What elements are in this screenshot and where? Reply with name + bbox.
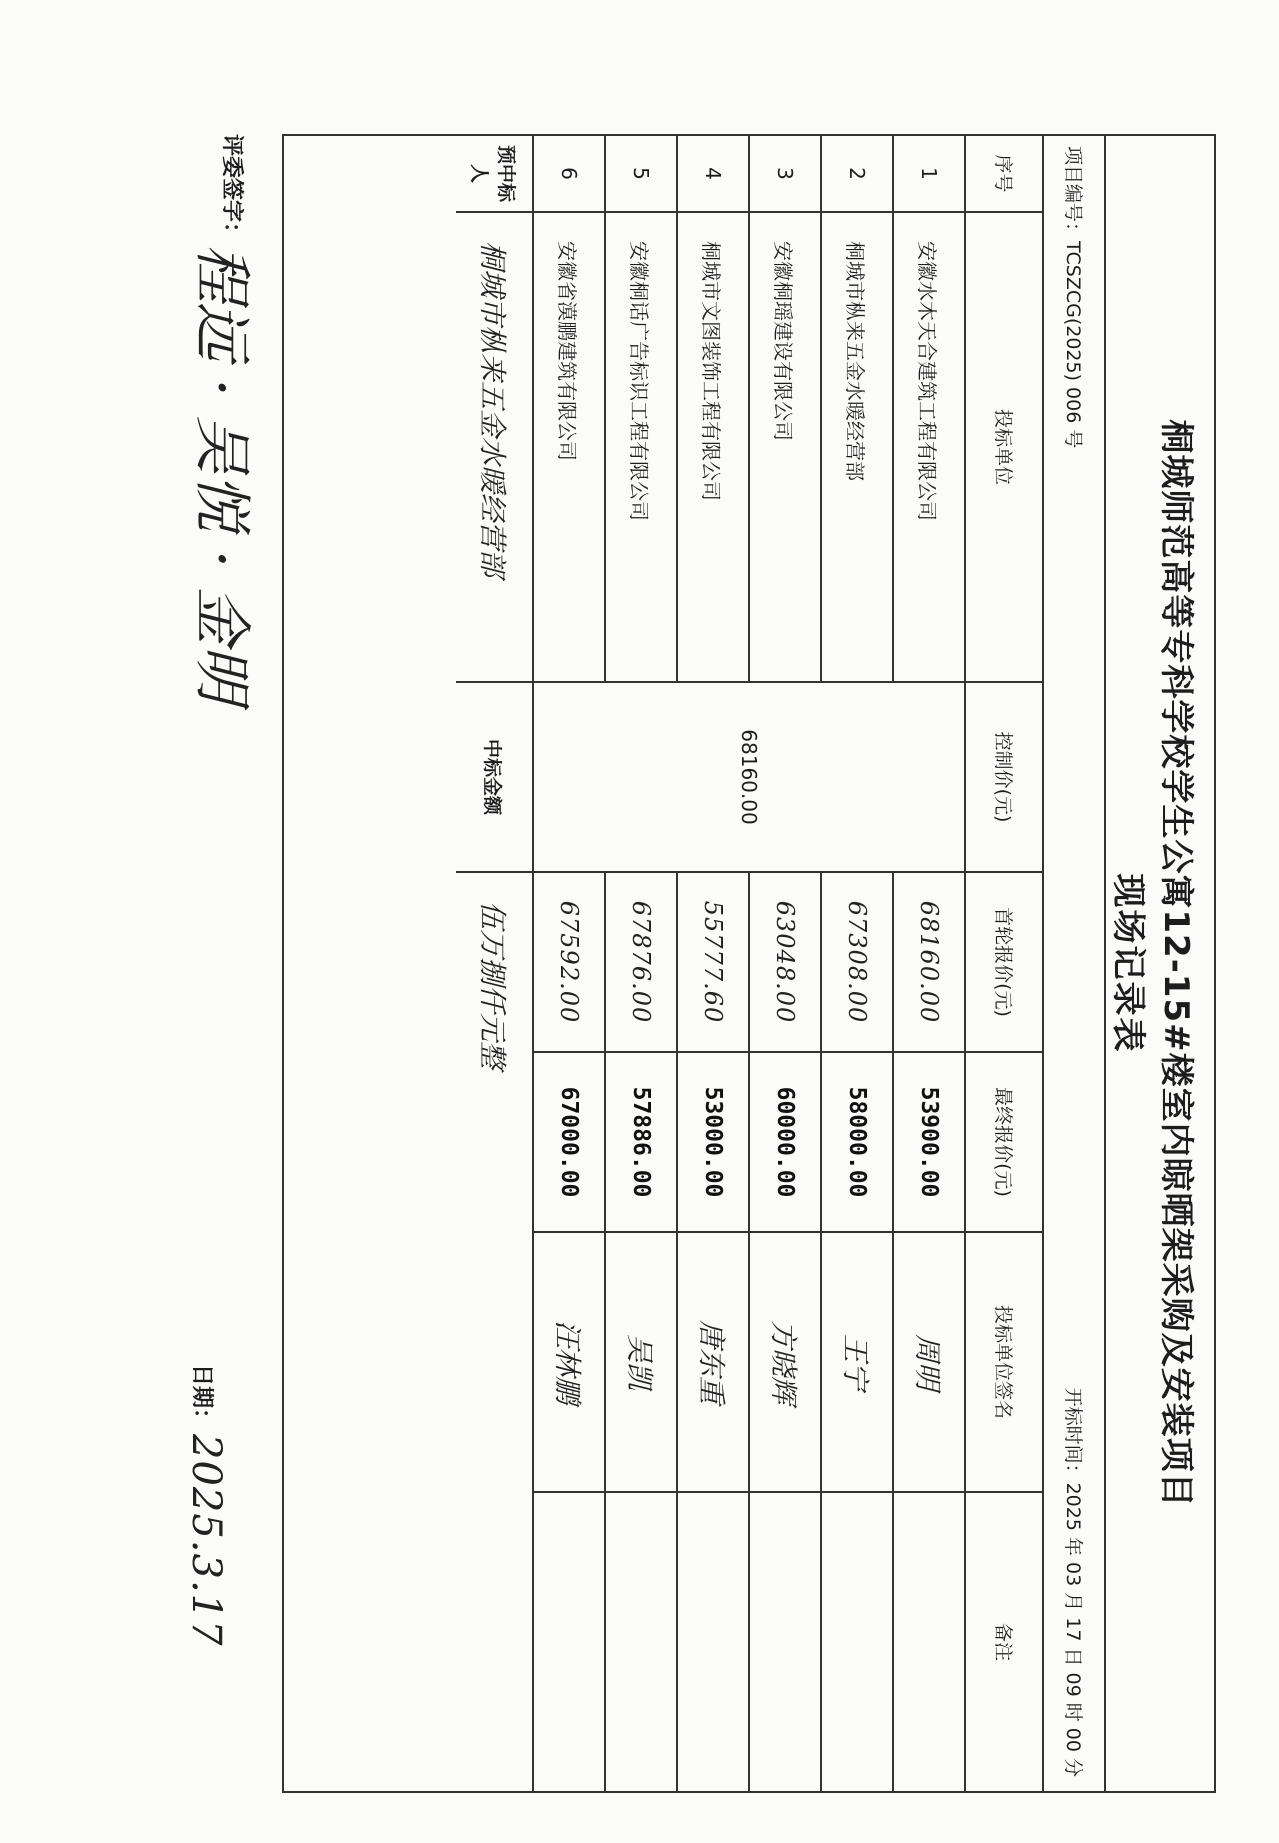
row-first-quote: 67308.00: [821, 872, 893, 1052]
title-block: [1104, 136, 1214, 1791]
bid-table: [456, 136, 1044, 1791]
row-first-quote: 68160.00: [893, 872, 965, 1052]
document-title: 桐城师范高等专科学校学生公寓12-15#楼室内晾晒架采购及安装项目: [1156, 419, 1196, 1508]
row-bidder: 桐城市文图装饰工程有限公司: [677, 212, 749, 682]
project-code-value: TCSZCG(2025) 006 号: [1062, 241, 1084, 449]
project-code: [1061, 146, 1088, 448]
table-row: [749, 136, 821, 1791]
row-final-quote: 60000.00: [749, 1052, 821, 1232]
award-amount-value: 伍万捌仟元整: [456, 872, 533, 1791]
header-final-quote: 最终报价(元): [965, 1052, 1044, 1232]
header-bidder: 投标单位: [965, 212, 1044, 682]
table-header-row: [965, 136, 1044, 1791]
document-subtitle: 现场记录表: [1108, 873, 1148, 1054]
row-final-quote: 57886.00: [605, 1052, 677, 1232]
winner-row: [456, 136, 533, 1791]
header-first-quote: 首轮报价(元): [965, 872, 1044, 1052]
row-final-quote: 53900.00: [893, 1052, 965, 1232]
row-final-quote: 53000.00: [677, 1052, 749, 1232]
row-bidder: 安徽省漠鹏建筑有限公司: [533, 212, 605, 682]
opening-time: [1061, 1388, 1088, 1777]
row-remark: [677, 1492, 749, 1791]
award-amount-label: 中标金额: [456, 682, 533, 872]
row-seq: 6: [533, 136, 605, 212]
row-signature: 吴凯: [605, 1232, 677, 1492]
row-bidder: 安徽桐瑶建设有限公司: [749, 212, 821, 682]
project-code-label: 项目编号：: [1062, 146, 1084, 242]
header-remark: 备注: [965, 1492, 1044, 1791]
row-remark: [893, 1492, 965, 1791]
table-row: [821, 136, 893, 1791]
row-remark: [533, 1492, 605, 1791]
row-bidder: 安徽水木天合建筑工程有限公司: [893, 212, 965, 682]
row-first-quote: 67592.00: [533, 872, 605, 1052]
winner-value: 桐城市枞来五金水暖经营部: [456, 212, 533, 682]
header-signature: 投标单位签名: [965, 1232, 1044, 1492]
date-value: 2025.3.17: [183, 1434, 229, 1647]
row-final-quote: 67000.00: [533, 1052, 605, 1232]
row-bidder: 安徽桐话广告标识工程有限公司: [605, 212, 677, 682]
row-signature: 汪林鹏: [533, 1232, 605, 1492]
row-remark: [749, 1492, 821, 1791]
row-first-quote: 63048.00: [749, 872, 821, 1052]
row-signature: 王宁: [821, 1232, 893, 1492]
opening-time-value: 2025 年 03 月 17 日 09 时 00 分: [1062, 1482, 1084, 1777]
judges-signatures: 程远 · 吴悦 · 金明: [188, 244, 256, 703]
row-seq: 5: [605, 136, 677, 212]
row-first-quote: 67876.00: [605, 872, 677, 1052]
date-label: 日期：: [189, 1364, 214, 1431]
record-form: [282, 134, 1216, 1793]
row-first-quote: 55777.60: [677, 872, 749, 1052]
table-row: [533, 136, 605, 1791]
footer: [19, 134, 279, 1789]
table-row: [677, 136, 749, 1791]
row-seq: 4: [677, 136, 749, 212]
meta-row: [1042, 136, 1106, 1791]
row-signature: 唐东重: [677, 1232, 749, 1492]
header-seq: 序号: [965, 136, 1044, 212]
row-seq: 1: [893, 136, 965, 212]
table-row: [605, 136, 677, 1791]
winner-label: 预中标人: [456, 136, 533, 212]
control-price-cell: 68160.00: [533, 682, 965, 872]
row-remark: [821, 1492, 893, 1791]
opening-time-label: 开标时间：: [1062, 1387, 1084, 1483]
row-signature: 方晓辉: [749, 1232, 821, 1492]
judges-label: 评委签字：: [219, 134, 244, 245]
row-seq: 3: [749, 136, 821, 212]
header-control-price: 控制价(元): [965, 682, 1044, 872]
row-bidder: 桐城市枞来五金水暖经营部: [821, 212, 893, 682]
row-remark: [605, 1492, 677, 1791]
row-signature: 周明: [893, 1232, 965, 1492]
row-final-quote: 58000.00: [821, 1052, 893, 1232]
row-seq: 2: [821, 136, 893, 212]
table-row: [893, 136, 965, 1791]
